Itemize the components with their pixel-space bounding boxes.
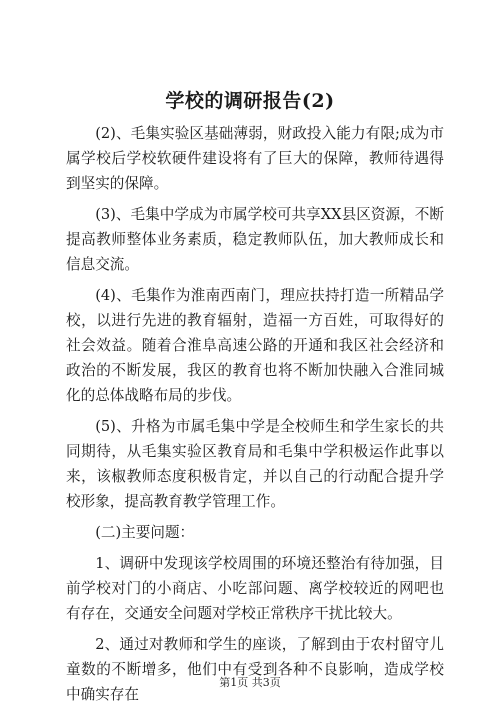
paragraph-point-2: (2)、毛集实验区基础薄弱，财政投入能力有限;成为市属学校后学校软硬件建设将有了巨大的保障，教师待遇得到坚实的保障。 [66,125,444,192]
paragraph-problem-2: 2、通过对教师和学生的座谈，了解到由于农村留守儿童数的不断增多，他们中有受到各种不良影响，造成学校中确实存在 [66,636,444,703]
section-heading-main-problems: (二)主要问题： [95,524,195,541]
paragraph-point-5: (5)、升格为市属毛集中学是全校师生和学生家长的共同期待，从毛集实验区教育局和毛集中学积极运作此事以来，该椒教师态度积极肯定，并以自己的行动配合提升学校形象，提高教育教学管理工作。 [66,418,444,510]
paragraph-problem-1: 1、调研中发现该学校周围的环境还整治有待加强，目前学校对门的小商店、小吃部问题、离学校较近的网吧也有存在，交通安全问题对学校正常秩序干扰比较大。 [66,555,444,622]
document-title: 学校的调研报告(2) [165,90,335,112]
paragraph-point-4: (4)、毛集作为淮南西南门，理应扶持打造一所精品学校，以进行先进的教育辐射，造福一方百姓，可取得好的社会效益。随着合淮阜高速公路的开通和我区社会经济和政治的不断发展，我区的教育也将不断加快融入合淮同城化的总体战略布局的步伐。 [66,287,444,404]
document-body [66,121,444,707]
paragraph-point-3: (3)、毛集中学成为市属学校可共享XX县区资源，不断提高教师整体业务素质，稳定教师队伍，加大教师成长和信息交流。 [66,206,444,273]
page-number-footer: 第1页 共3页 [219,676,281,689]
